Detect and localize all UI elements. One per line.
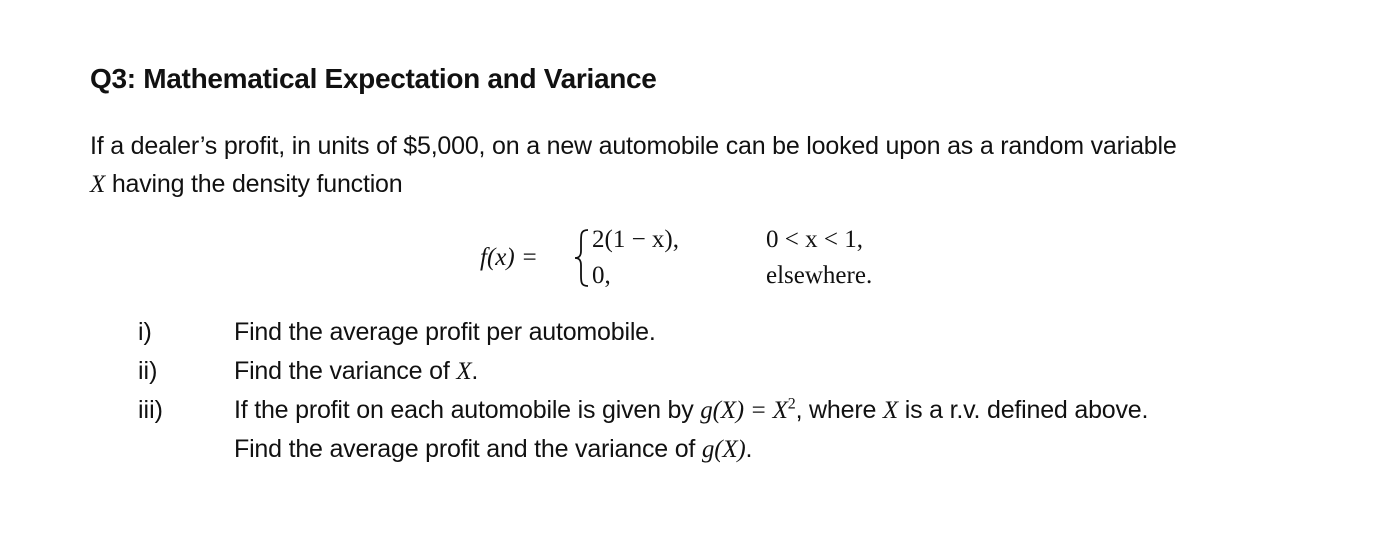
item-text-iii-line-2	[234, 435, 752, 464]
intro-line-2	[90, 170, 402, 199]
exponent: 2	[787, 395, 796, 413]
item-iii-text-3: is a r.v. defined above.	[897, 396, 1149, 424]
item-number-ii: ii)	[138, 357, 158, 385]
case-2-expression: 0,	[592, 262, 611, 289]
item-iii-line-2-end: .	[745, 435, 753, 463]
item-number-i: i)	[138, 318, 152, 346]
item-text-ii	[234, 357, 478, 386]
variable-x: X	[882, 397, 898, 424]
item-iii-text-1: If the profit on each automobile is given by	[234, 396, 701, 424]
item-text-i: Find the average profit per automobile.	[234, 318, 656, 346]
item-ii-text: Find the variance of	[234, 357, 457, 385]
item-iii-line-2-text: Find the average profit and the variance of	[234, 435, 702, 463]
case-1-expression: 2(1 − x),	[592, 226, 679, 253]
item-text-iii	[234, 396, 1148, 425]
intro-line-2-text: having the density function	[105, 170, 403, 198]
case-2-condition: elsewhere.	[766, 262, 873, 289]
item-ii-end: .	[471, 357, 479, 385]
item-number-iii: iii)	[138, 396, 163, 424]
variable-x: X	[90, 171, 106, 198]
intro-line-1: If a dealer’s profit, in units of $5,000, on a new automobile can be looked upon as a random variable	[90, 132, 1177, 160]
case-1-condition: 0 < x < 1,	[766, 226, 863, 253]
variable-x: X	[456, 358, 472, 385]
g-of-x: g(X)	[701, 436, 746, 463]
piecewise-brace	[573, 227, 591, 289]
g-of-x-definition: g(X) = X	[700, 397, 788, 424]
question-heading: Q3: Mathematical Expectation and Variance	[90, 63, 657, 94]
item-iii-text-2: , where	[795, 396, 883, 424]
density-function-lhs: f(x) =	[480, 244, 538, 271]
